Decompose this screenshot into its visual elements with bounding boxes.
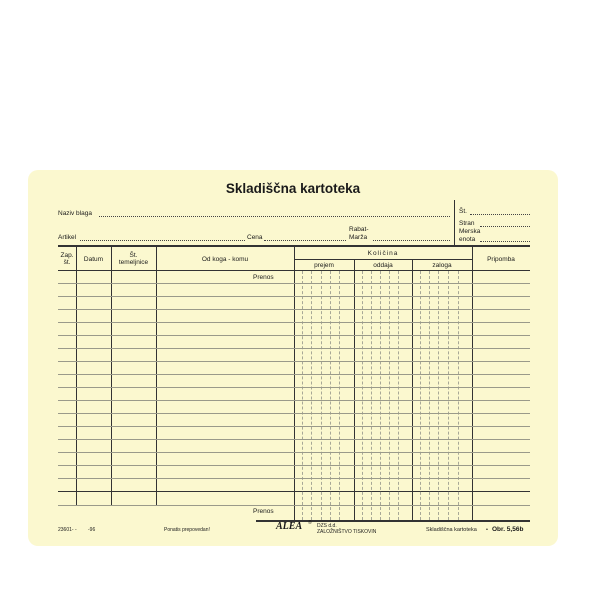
label-artikel: Artikel (58, 234, 77, 241)
cena-field[interactable] (264, 240, 346, 241)
table-row[interactable] (58, 322, 530, 323)
table-row[interactable] (58, 439, 530, 440)
registered-icon: ® (308, 520, 312, 526)
st-field[interactable] (470, 214, 530, 215)
header-st-line1: Št. (129, 252, 138, 259)
header-kolicina: Količina (367, 250, 399, 257)
header-st-line2: temeljnice (118, 259, 149, 266)
col-line-zap (76, 245, 77, 505)
footer-company1: DZS d.d. (317, 523, 337, 529)
artikel-field[interactable] (80, 240, 245, 241)
header-pripomba: Pripomba (487, 256, 515, 263)
table-row[interactable] (58, 400, 530, 401)
table-row[interactable] (58, 505, 530, 506)
label-rabat: Rabat- (349, 226, 369, 233)
header-zap-line1: Zap. (60, 252, 74, 259)
footer-separator: • (486, 527, 488, 533)
col-line-oddaja (412, 259, 413, 520)
col-line-st (156, 245, 157, 505)
footer-code: 23601- - (58, 527, 77, 533)
col-line-datum (111, 245, 112, 505)
alea-logo: ALEA (276, 521, 303, 532)
form-title: Skladiščna kartoteka (225, 181, 361, 196)
header-zap-line2: št. (63, 259, 71, 266)
table-row[interactable] (58, 283, 530, 284)
footer-company2: ZALOŽNIŠTVO TISKOVIN (317, 529, 377, 535)
table-row[interactable] (58, 452, 530, 453)
table-row[interactable] (58, 426, 530, 427)
footer-form-number: Obr. 5,56b (492, 526, 524, 533)
prenos-top: Prenos (253, 274, 274, 281)
header-st-temeljnice (111, 252, 156, 266)
kolicina-sub-border (294, 259, 472, 260)
table-row[interactable] (58, 374, 530, 375)
col-line-prejem (354, 259, 355, 520)
table-row[interactable] (58, 387, 530, 388)
table-row[interactable] (58, 413, 530, 414)
rabat-marza-field[interactable] (373, 240, 450, 241)
header-od-koga: Od koga - komu (201, 256, 249, 263)
header-datum: Datum (83, 256, 104, 263)
table-row[interactable] (58, 478, 530, 479)
header-zaloga: zaloga (432, 262, 452, 269)
table-row[interactable] (58, 335, 530, 336)
label-merska: Merska (459, 228, 481, 235)
table-row[interactable] (58, 348, 530, 349)
stock-card-form (28, 170, 558, 546)
footer-doc-name: Skladiščna kartoteka (426, 527, 477, 533)
label-st: Št. (459, 208, 467, 215)
footer-copy-note: Ponatis prepovedan! (164, 527, 210, 533)
prenos-bottom: Prenos (253, 508, 274, 515)
header-zap (58, 252, 76, 266)
table-row[interactable] (58, 296, 530, 297)
naziv-blaga-field[interactable] (99, 216, 450, 217)
label-enota: enota (459, 236, 476, 243)
header-divider (454, 200, 455, 245)
header-prejem: prejem (314, 262, 334, 269)
table-row[interactable] (58, 465, 530, 466)
label-naziv-blaga: Naziv blaga (58, 210, 92, 217)
stran-field[interactable] (480, 226, 530, 227)
label-stran: Stran (459, 220, 475, 227)
table-row[interactable] (58, 361, 530, 362)
merska-enota-field[interactable] (480, 241, 530, 242)
label-marza: Marža (349, 234, 368, 241)
table-row[interactable] (58, 309, 530, 310)
footer-year: -96 (88, 527, 96, 533)
label-cena: Cena (247, 234, 263, 241)
header-oddaja: oddaja (373, 262, 393, 269)
